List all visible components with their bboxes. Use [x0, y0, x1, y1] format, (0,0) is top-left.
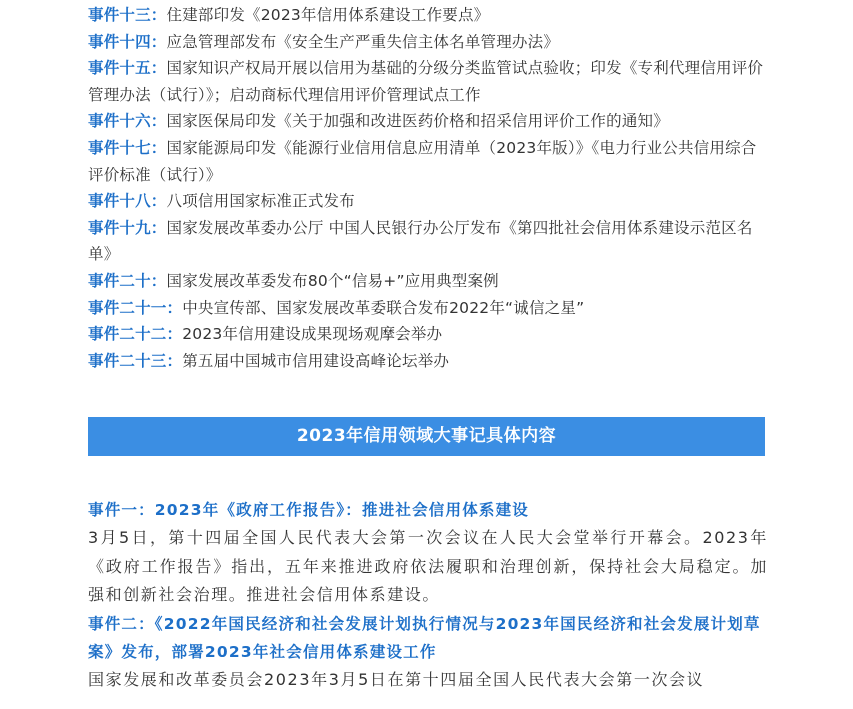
detail-body: 3月5日，第十四届全国人民代表大会第一次会议在人民大会堂举行开幕会。2023年《政府工作报告》指出，五年来推进政府依法履职和治理创新，保持社会大局稳定。加强和创新社会治理。推进社会信用体系建设。	[88, 528, 768, 604]
event-label: 事件二十二：	[88, 325, 183, 344]
event-text: 第五届中国城市信用建设高峰论坛举办	[182, 351, 450, 370]
event-text: 应急管理部发布《安全生产严重失信主体名单管理办法》	[166, 32, 560, 51]
event-label: 事件二十三：	[88, 351, 183, 370]
event-item	[88, 348, 768, 375]
event-text: 八项信用国家标准正式发布	[166, 192, 355, 211]
event-item	[88, 55, 768, 108]
event-label: 事件十六：	[88, 112, 167, 131]
detail-body: 国家发展和改革委员会2023年3月5日在第十四届全国人民代表大会第一次会议	[88, 669, 705, 689]
event-text: 国家发展改革委发布80个“信易+”应用典型案例	[166, 271, 499, 290]
event-label: 事件十三：	[88, 6, 167, 24]
event-text: 国家能源局印发《能源行业信用信息应用清单（2023年版）》《电力行业公共信用综合评价标准（试行）》	[88, 138, 757, 184]
event-item	[88, 268, 768, 295]
event-item	[88, 2, 768, 29]
event-text: 住建部印发《2023年信用体系建设工作要点》	[166, 6, 490, 24]
event-label: 事件十四：	[88, 32, 167, 51]
event-item	[88, 295, 768, 322]
detail-heading: 事件一：2023年《政府工作报告》：推进社会信用体系建设	[88, 501, 529, 519]
event-item	[88, 135, 768, 188]
event-item	[88, 188, 768, 215]
section-banner: 2023年信用领域大事记具体内容	[88, 417, 765, 456]
event-item	[88, 29, 768, 56]
detail-heading: 事件二：《2022年国民经济和社会发展计划执行情况与2023年国民经济和社会发展计划草案》发布，部署2023年社会信用体系建设工作	[88, 614, 761, 661]
event-text: 国家医保局印发《关于加强和改进医药价格和招采信用评价工作的通知》	[166, 112, 669, 131]
event-text: 2023年信用建设成果现场观摩会举办	[182, 325, 443, 344]
event-text: 国家知识产权局开展以信用为基础的分级分类监管试点验收；印发《专利代理信用评价管理办法（试行）》；启动商标代理信用评价管理试点工作	[88, 59, 764, 104]
event-item	[88, 108, 768, 135]
event-item	[88, 215, 768, 268]
event-label: 事件十五：	[88, 59, 167, 78]
event-text: 国家发展改革委办公厅 中国人民银行办公厅发布《第四批社会信用体系建设示范区名单》	[88, 218, 753, 264]
event-list	[88, 2, 768, 374]
event-item	[88, 321, 768, 348]
event-label: 事件十九：	[88, 218, 167, 237]
event-label: 事件十七：	[88, 138, 167, 157]
event-label: 事件二十：	[88, 271, 167, 290]
event-label: 事件十八：	[88, 192, 167, 211]
event-details	[88, 496, 768, 694]
event-label: 事件二十一：	[88, 298, 183, 317]
event-text: 中央宣传部、国家发展改革委联合发布2022年“诚信之星”	[182, 298, 585, 317]
